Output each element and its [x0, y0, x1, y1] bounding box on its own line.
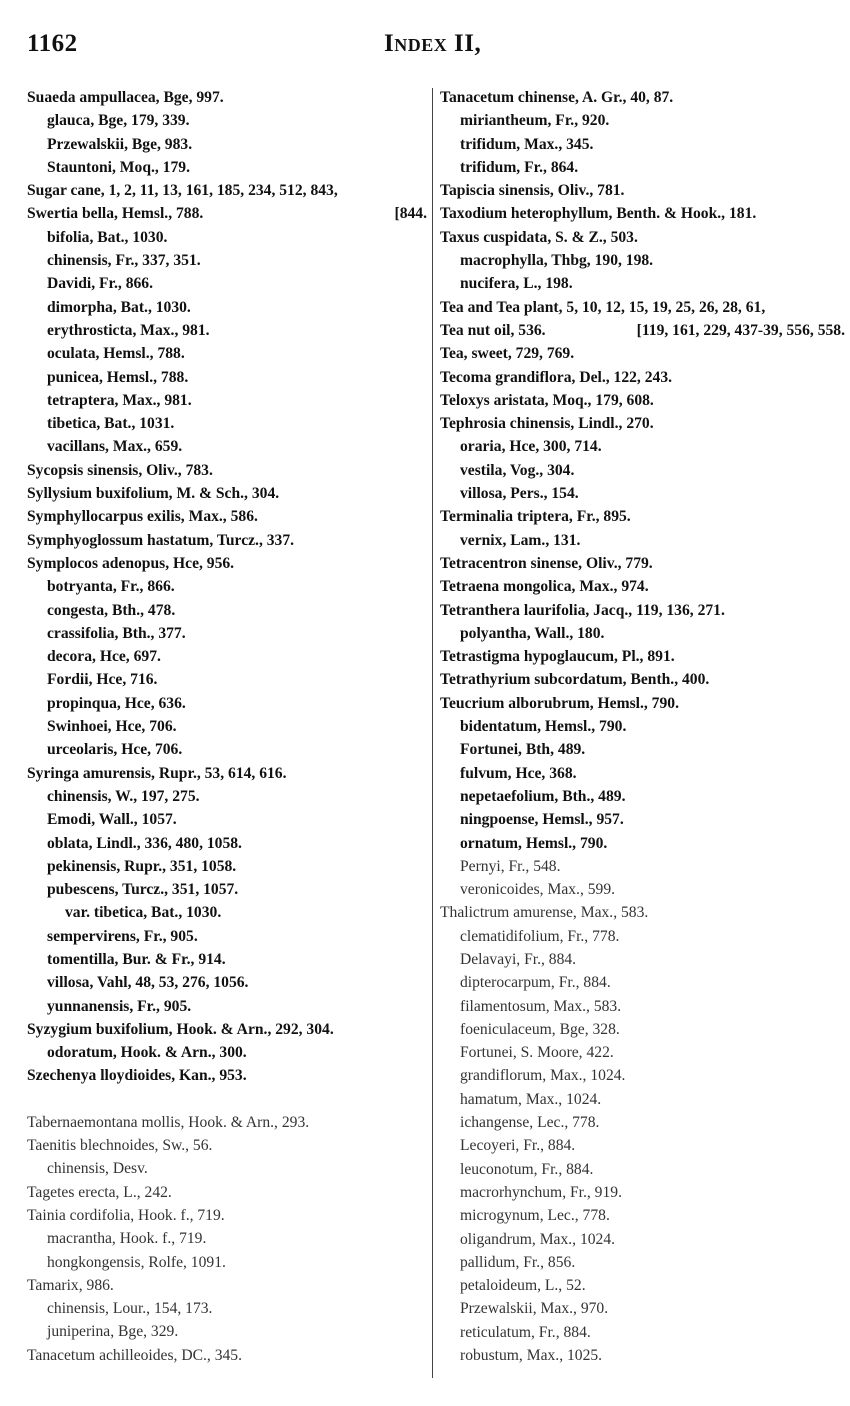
index-entry	[440, 202, 845, 225]
index-subentry	[27, 272, 427, 295]
index-subentry	[27, 1227, 427, 1250]
index-subentry	[440, 1041, 845, 1064]
entry-text: ningpoense, Hemsl., 957.	[460, 811, 624, 829]
index-subentry	[440, 808, 845, 831]
entry-text: pallidum, Fr., 856.	[460, 1253, 576, 1271]
entry-text: Przewalskii, Bge, 983.	[47, 135, 193, 153]
index-subentry	[440, 1344, 845, 1367]
entry-text: filamentosum, Max., 583.	[460, 997, 622, 1015]
entry-text: yunnanensis, Fr., 905.	[47, 997, 192, 1015]
entry-text: congesta, Bth., 478.	[47, 601, 176, 619]
entry-text: var. tibetica, Bat., 1030.	[65, 904, 222, 922]
index-column-right	[440, 86, 845, 1367]
index-entry	[27, 202, 427, 225]
entry-text: oculata, Hemsl., 788.	[47, 345, 185, 363]
entry-text: trifidum, Fr., 864.	[460, 158, 579, 176]
entry-text: macrophylla, Thbg, 190, 198.	[460, 252, 654, 270]
index-subentry	[440, 249, 845, 272]
index-subentry	[440, 785, 845, 808]
index-subentry	[27, 226, 427, 249]
entry-text: oblata, Lindl., 336, 480, 1058.	[47, 834, 242, 852]
index-entry	[440, 668, 845, 691]
entry-text: Symphyoglossum hastatum, Turcz., 337.	[27, 531, 295, 549]
index-subentry	[27, 599, 427, 622]
entry-text: ichangense, Lec., 778.	[460, 1114, 600, 1132]
index-subentry	[27, 1297, 427, 1320]
index-subentry	[27, 692, 427, 715]
index-subentry	[27, 1041, 427, 1064]
index-subentry	[27, 319, 427, 342]
entry-text: tibetica, Bat., 1031.	[47, 415, 175, 433]
entry-text: villosa, Vahl, 48, 53, 276, 1056.	[47, 974, 249, 992]
index-subentry	[440, 109, 845, 132]
index-subentry	[27, 878, 427, 901]
index-entry	[27, 1204, 427, 1227]
index-subentry	[440, 482, 845, 505]
entry-text: Tea nut oil, 536.	[440, 321, 546, 339]
entry-text: juniperina, Bge, 329.	[47, 1323, 179, 1341]
entry-text: fulvum, Hce, 368.	[460, 764, 577, 782]
index-subentry	[440, 435, 845, 458]
entry-text: grandiflorum, Max., 1024.	[460, 1067, 626, 1085]
entry-text: Tamarix, 986.	[27, 1276, 114, 1294]
index-entry	[440, 296, 845, 319]
index-subentry	[440, 715, 845, 738]
index-entry	[440, 505, 845, 528]
entry-text: polyantha, Wall., 180.	[460, 624, 605, 642]
entry-text: tetraptera, Max., 981.	[47, 391, 192, 409]
index-subentry	[440, 529, 845, 552]
entry-text: Suaeda ampullacea, Bge, 997.	[27, 89, 224, 106]
index-entry	[27, 459, 427, 482]
index-subentry	[440, 1204, 845, 1227]
index-entry	[440, 342, 845, 365]
entry-text: vacillans, Max., 659.	[47, 438, 183, 456]
index-subentry	[27, 855, 427, 878]
index-subentry	[440, 1018, 845, 1041]
index-entry	[27, 1181, 427, 1204]
index-subentry	[27, 249, 427, 272]
entry-text: decora, Hce, 697.	[47, 648, 161, 666]
index-subentry	[27, 925, 427, 948]
index-entry	[440, 319, 845, 342]
index-entry	[27, 1344, 427, 1367]
index-entry	[440, 86, 845, 109]
entry-text: leuconotum, Fr., 884.	[460, 1160, 594, 1178]
entry-text: oligandrum, Max., 1024.	[460, 1230, 616, 1248]
index-entry	[440, 179, 845, 202]
entry-text: Tetrathyrium subcordatum, Benth., 400.	[440, 671, 710, 689]
entry-text: urceolaris, Hce, 706.	[47, 741, 183, 759]
entry-text: Tea, sweet, 729, 769.	[440, 345, 575, 363]
entry-text: Tainia cordifolia, Hook. f., 719.	[27, 1206, 225, 1224]
index-entry	[440, 645, 845, 668]
index-entry	[440, 226, 845, 249]
index-entry	[440, 692, 845, 715]
index-subentry	[440, 156, 845, 179]
entry-text: Tetrastigma hypoglaucum, Pl., 891.	[440, 648, 675, 666]
entry-text: petaloideum, L., 52.	[460, 1277, 586, 1295]
entry-text: vestila, Vog., 304.	[460, 461, 575, 479]
entry-text: Tanacetum chinense, A. Gr., 40, 87.	[440, 89, 674, 106]
index-subentry	[27, 412, 427, 435]
index-subentry	[440, 1321, 845, 1344]
index-subentry	[440, 1181, 845, 1204]
index-subentry	[27, 575, 427, 598]
entry-text: Fortunei, S. Moore, 422.	[460, 1044, 614, 1062]
entry-text: erythrosticta, Max., 981.	[47, 321, 210, 339]
index-subentry	[440, 1228, 845, 1251]
entry-text: bifolia, Bat., 1030.	[47, 228, 168, 246]
index-entry	[440, 575, 845, 598]
index-subentry	[440, 133, 845, 156]
entry-text: odoratum, Hook. & Arn., 300.	[47, 1044, 247, 1062]
entry-text: Taxus cuspidata, S. & Z., 503.	[440, 228, 638, 246]
entry-text: Swinhoei, Hce, 706.	[47, 718, 177, 736]
entry-text: microgynum, Lec., 778.	[460, 1207, 610, 1225]
index-entry	[27, 1111, 427, 1134]
index-entry	[440, 901, 845, 924]
running-head: Index II,	[384, 30, 482, 57]
index-entry	[440, 599, 845, 622]
continuation-text: [119, 161, 229, 437-39, 556, 558.	[636, 321, 845, 339]
index-subentry	[440, 1274, 845, 1297]
index-subentry	[440, 948, 845, 971]
index-subentry	[27, 808, 427, 831]
entry-text: Szechenya lloydioides, Kan., 953.	[27, 1067, 247, 1085]
entry-text: ornatum, Hemsl., 790.	[460, 834, 608, 852]
entry-text: nucifera, L., 198.	[460, 275, 573, 293]
index-subentry	[440, 1158, 845, 1181]
entry-text: sempervirens, Fr., 905.	[47, 927, 198, 945]
entry-text: macrantha, Hook. f., 719.	[47, 1230, 207, 1248]
index-subentry	[27, 435, 427, 458]
entry-text: Tapiscia sinensis, Oliv., 781.	[440, 182, 625, 200]
continuation-text: [844.	[394, 205, 427, 223]
index-entry	[27, 179, 427, 202]
index-subentry	[440, 272, 845, 295]
entry-text: Delavayi, Fr., 884.	[460, 950, 577, 968]
entry-text: botryanta, Fr., 866.	[47, 578, 175, 596]
index-subentry	[27, 109, 427, 132]
index-entry	[27, 482, 427, 505]
entry-text: Syzygium buxifolium, Hook. & Arn., 292, 304.	[27, 1020, 334, 1038]
index-subentry	[440, 1297, 845, 1320]
index-subentry	[27, 738, 427, 761]
entry-text: Swertia bella, Hemsl., 788.	[27, 205, 204, 223]
entry-text: hamatum, Max., 1024.	[460, 1090, 602, 1108]
entry-text: Davidi, Fr., 866.	[47, 275, 153, 293]
entry-text: Symphyllocarpus exilis, Max., 586.	[27, 508, 258, 526]
index-subentry	[440, 622, 845, 645]
entry-text: clematidifolium, Fr., 778.	[460, 927, 620, 945]
entry-text: vernix, Lam., 131.	[460, 531, 581, 549]
index-subentry	[27, 971, 427, 994]
entry-text: macrorhynchum, Fr., 919.	[460, 1183, 622, 1201]
entry-text: Taenitis blechnoides, Sw., 56.	[27, 1137, 213, 1155]
entry-text: Pernyi, Fr., 548.	[460, 857, 561, 875]
entry-text: tomentilla, Bur. & Fr., 914.	[47, 950, 226, 968]
entry-text: reticulatum, Fr., 884.	[460, 1323, 591, 1341]
index-subentry	[27, 389, 427, 412]
index-subentry	[27, 948, 427, 971]
entry-text: Terminalia triptera, Fr., 895.	[440, 508, 631, 526]
entry-text: Sycopsis sinensis, Oliv., 783.	[27, 461, 213, 479]
index-entry	[27, 552, 427, 575]
index-entry	[440, 366, 845, 389]
index-subentry	[27, 622, 427, 645]
index-subentry	[27, 296, 427, 319]
entry-text: oraria, Hce, 300, 714.	[460, 438, 602, 456]
index-subentry	[27, 1251, 427, 1274]
entry-text: Symplocos adenopus, Hce, 956.	[27, 554, 235, 572]
entry-text: pekinensis, Rupr., 351, 1058.	[47, 857, 237, 875]
entry-text: Stauntoni, Moq., 179.	[47, 158, 190, 176]
index-subentry	[440, 878, 845, 901]
entry-text: Sugar cane, 1, 2, 11, 13, 161, 185, 234, 512, 843,	[27, 182, 338, 200]
entry-text: Fortunei, Bth, 489.	[460, 741, 586, 759]
entry-text: villosa, Pers., 154.	[460, 485, 579, 503]
entry-text: Syllysium buxifolium, M. & Sch., 304.	[27, 485, 280, 503]
index-subentry	[440, 1064, 845, 1087]
index-entry	[27, 1064, 427, 1087]
index-subentry	[27, 1157, 427, 1180]
index-subentry	[440, 738, 845, 761]
index-subentry	[27, 1320, 427, 1343]
entry-text: trifidum, Max., 345.	[460, 135, 594, 153]
entry-text: Taxodium heterophyllum, Benth. & Hook., 181.	[440, 205, 757, 223]
entry-text: pubescens, Turcz., 351, 1057.	[47, 881, 239, 899]
index-entry	[27, 1274, 427, 1297]
entry-text: robustum, Max., 1025.	[460, 1347, 603, 1365]
entry-text: Tephrosia chinensis, Lindl., 270.	[440, 415, 654, 433]
index-subentry	[27, 133, 427, 156]
entry-text: miriantheum, Fr., 920.	[460, 112, 610, 130]
entry-text: Tecoma grandiflora, Del., 122, 243.	[440, 368, 673, 386]
entry-text: Tanacetum achilleoides, DC., 345.	[27, 1346, 242, 1364]
index-subentry	[440, 832, 845, 855]
entry-text: Tetranthera laurifolia, Jacq., 119, 136, 271.	[440, 601, 725, 619]
index-entry	[440, 552, 845, 575]
entry-text: Tea and Tea plant, 5, 10, 12, 15, 19, 25, 26, 28, 61,	[440, 298, 766, 316]
entry-text: crassifolia, Bth., 377.	[47, 624, 186, 642]
entry-text: Fordii, Hce, 716.	[47, 671, 158, 689]
entry-text: chinensis, Desv.	[47, 1160, 148, 1178]
index-subentry	[27, 995, 427, 1018]
page-number: 1162	[27, 30, 78, 57]
entry-text: nepetaefolium, Bth., 489.	[460, 787, 626, 805]
index-subentry	[27, 668, 427, 691]
entry-text: Przewalskii, Max., 970.	[460, 1300, 609, 1318]
index-subentry	[27, 715, 427, 738]
index-subentry	[440, 1111, 845, 1134]
index-subentry	[27, 785, 427, 808]
index-entry	[27, 762, 427, 785]
index-subentry	[440, 459, 845, 482]
entry-text: Lecoyeri, Fr., 884.	[460, 1137, 576, 1155]
index-subentry	[440, 1251, 845, 1274]
index-subentry	[440, 925, 845, 948]
entry-text: Teucrium alborubrum, Hemsl., 790.	[440, 694, 679, 712]
index-subentry	[440, 1088, 845, 1111]
entry-text: Syringa amurensis, Rupr., 53, 614, 616.	[27, 764, 287, 782]
index-subentry	[440, 855, 845, 878]
index-subentry	[27, 645, 427, 668]
index-subentry	[27, 156, 427, 179]
entry-text: Tetracentron sinense, Oliv., 779.	[440, 554, 653, 572]
entry-text: chinensis, Lour., 154, 173.	[47, 1300, 213, 1318]
entry-text: Tagetes erecta, L., 242.	[27, 1183, 172, 1201]
index-subentry	[440, 995, 845, 1018]
index-subentry	[440, 1134, 845, 1157]
entry-text: Emodi, Wall., 1057.	[47, 811, 177, 829]
index-entry	[440, 389, 845, 412]
entry-text: propinqua, Hce, 636.	[47, 694, 186, 712]
index-entry	[27, 529, 427, 552]
index-entry	[27, 1018, 427, 1041]
entry-text: bidentatum, Hemsl., 790.	[460, 718, 627, 736]
index-subentry	[27, 832, 427, 855]
entry-text: hongkongensis, Rolfe, 1091.	[47, 1253, 226, 1271]
entry-text: Tetraena mongolica, Max., 974.	[440, 578, 649, 596]
entry-text: dipterocarpum, Fr., 884.	[460, 974, 611, 992]
index-subentry	[440, 971, 845, 994]
index-subentry	[27, 366, 427, 389]
index-entry	[27, 1134, 427, 1157]
entry-text: chinensis, Fr., 337, 351.	[47, 252, 201, 270]
index-entry	[27, 86, 427, 109]
entry-text: chinensis, W., 197, 275.	[47, 787, 200, 805]
entry-text: Thalictrum amurense, Max., 583.	[440, 904, 649, 922]
entry-text: dimorpha, Bat., 1030.	[47, 298, 191, 316]
index-column-left	[27, 86, 427, 1367]
index-subentry	[27, 901, 427, 924]
index-subentry	[440, 762, 845, 785]
entry-text: glauca, Bge, 179, 339.	[47, 112, 190, 130]
index-subentry	[27, 342, 427, 365]
column-divider	[432, 88, 433, 1378]
entry-text: punicea, Hemsl., 788.	[47, 368, 189, 386]
entry-text: Teloxys aristata, Moq., 179, 608.	[440, 391, 654, 409]
index-entry	[27, 505, 427, 528]
entry-text: veronicoides, Max., 599.	[460, 881, 616, 899]
section-gap	[27, 1088, 427, 1111]
index-entry	[440, 412, 845, 435]
entry-text: Tabernaemontana mollis, Hook. & Arn., 293.	[27, 1113, 310, 1131]
entry-text: foeniculaceum, Bge, 328.	[460, 1020, 620, 1038]
